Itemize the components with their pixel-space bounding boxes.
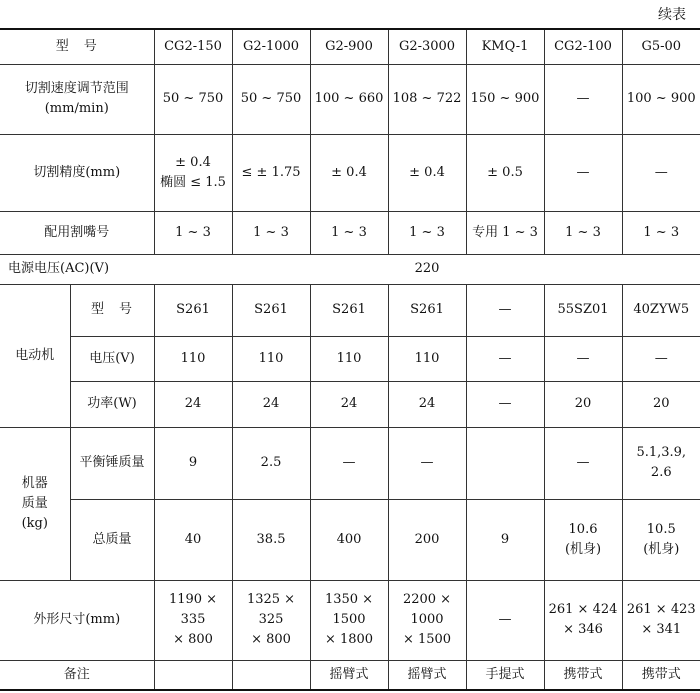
motor-power-value: 24	[310, 381, 388, 427]
nozzle-value: 1 ~ 3	[310, 211, 388, 254]
total-mass-value: 400	[310, 499, 388, 580]
motor-voltage-value: 110	[232, 336, 310, 381]
dimensions-value: 261 × 423 × 341	[622, 580, 700, 660]
motor-model-value: S261	[388, 284, 466, 336]
motor-model-value: 40ZYW5	[622, 284, 700, 336]
precision-value: —	[544, 134, 622, 211]
total-mass-value: 9	[466, 499, 544, 580]
counterweight-value: 9	[154, 427, 232, 499]
precision-value: ≤ ± 1.75	[232, 134, 310, 211]
nozzle-row	[0, 211, 700, 254]
model-header: CG2-100	[544, 29, 622, 64]
nozzle-value: 1 ~ 3	[388, 211, 466, 254]
motor-voltage-value: —	[622, 336, 700, 381]
motor-voltage-value: 110	[310, 336, 388, 381]
nozzle-value: 1 ~ 3	[544, 211, 622, 254]
dimensions-row	[0, 580, 700, 660]
spec-table	[0, 28, 700, 691]
motor-voltage-value: 110	[154, 336, 232, 381]
dimensions-value: —	[466, 580, 544, 660]
motor-voltage-value: —	[466, 336, 544, 381]
nozzle-value: 1 ~ 3	[232, 211, 310, 254]
model-header: G2-3000	[388, 29, 466, 64]
counterweight-value: 2.5	[232, 427, 310, 499]
remarks-row	[0, 660, 700, 690]
table-caption: 续表	[658, 7, 686, 23]
remarks-value	[154, 660, 232, 690]
motor-voltage-value: 110	[388, 336, 466, 381]
speed-value: 108 ~ 722	[388, 64, 466, 134]
total-mass-value: 38.5	[232, 499, 310, 580]
precision-label: 切割精度(mm)	[33, 164, 121, 180]
motor-voltage-row	[0, 336, 700, 381]
total-mass-value: 10.6 (机身)	[544, 499, 622, 580]
dimensions-value: 261 × 424 × 346	[544, 580, 622, 660]
supply-voltage-value: 220	[414, 261, 440, 276]
dimensions-value: 1190 × 335 × 800	[154, 580, 232, 660]
motor-model-value: S261	[232, 284, 310, 336]
motor-power-row	[0, 381, 700, 427]
counterweight-value: —	[544, 427, 622, 499]
header-row	[0, 29, 700, 64]
precision-value: ± 0.5	[466, 134, 544, 211]
motor-model-value: 55SZ01	[544, 284, 622, 336]
motor-model-value: S261	[310, 284, 388, 336]
precision-value: ± 0.4	[388, 134, 466, 211]
remarks-value: 手提式	[466, 660, 544, 690]
speed-value: 50 ~ 750	[232, 64, 310, 134]
motor-power-value: 24	[154, 381, 232, 427]
model-header: CG2-150	[154, 29, 232, 64]
motor-power-label: 功率(W)	[70, 381, 154, 427]
remarks-value	[232, 660, 310, 690]
motor-model-value: S261	[154, 284, 232, 336]
motor-power-value: —	[466, 381, 544, 427]
dimensions-value: 1350 × 1500 × 1800	[310, 580, 388, 660]
speed-row	[0, 64, 700, 134]
supply-voltage-label: 电源电压(AC)(V)	[8, 261, 110, 276]
motor-power-value: 24	[232, 381, 310, 427]
counterweight-label: 平衡锤质量	[70, 427, 154, 499]
model-header: KMQ-1	[466, 29, 544, 64]
remarks-value: 携带式	[622, 660, 700, 690]
motor-group-label: 电动机	[15, 347, 55, 363]
nozzle-value: 1 ~ 3	[622, 211, 700, 254]
motor-model-row	[0, 284, 700, 336]
model-header: G2-1000	[232, 29, 310, 64]
total-mass-value: 40	[154, 499, 232, 580]
total-mass-value: 200	[388, 499, 466, 580]
remarks-value: 携带式	[544, 660, 622, 690]
nozzle-value: 1 ~ 3	[154, 211, 232, 254]
counterweight-value	[466, 427, 544, 499]
model-header: G5-00	[622, 29, 700, 64]
precision-value: ± 0.4	[310, 134, 388, 211]
dimensions-value: 2200 × 1000 × 1500	[388, 580, 466, 660]
precision-value: ± 0.4 椭圆 ≤ 1.5	[154, 134, 232, 211]
motor-power-value: 20	[544, 381, 622, 427]
counterweight-row	[0, 427, 700, 499]
remarks-value: 摇臂式	[388, 660, 466, 690]
dimensions-value: 1325 × 325 × 800	[232, 580, 310, 660]
nozzle-label: 配用割嘴号	[44, 224, 110, 240]
motor-voltage-value: —	[544, 336, 622, 381]
speed-value: —	[544, 64, 622, 134]
counterweight-value: 5.1,3.9, 2.6	[622, 427, 700, 499]
model-header: G2-900	[310, 29, 388, 64]
motor-power-value: 20	[622, 381, 700, 427]
motor-model-value: —	[466, 284, 544, 336]
supply-voltage-row	[0, 254, 700, 284]
speed-value: 150 ~ 900	[466, 64, 544, 134]
mass-group-label: 机器 质量 (kg)	[21, 475, 48, 531]
remarks-value: 摇臂式	[310, 660, 388, 690]
counterweight-value: —	[388, 427, 466, 499]
speed-value: 50 ~ 750	[154, 64, 232, 134]
header-label: 型 号	[55, 38, 98, 54]
total-mass-label: 总质量	[70, 499, 154, 580]
precision-value: —	[622, 134, 700, 211]
motor-model-label: 型 号	[70, 284, 154, 336]
total-mass-row	[0, 499, 700, 580]
speed-value: 100 ~ 900	[622, 64, 700, 134]
total-mass-value: 10.5 (机身)	[622, 499, 700, 580]
nozzle-value: 专用 1 ~ 3	[466, 211, 544, 254]
speed-value: 100 ~ 660	[310, 64, 388, 134]
counterweight-value: —	[310, 427, 388, 499]
precision-row	[0, 134, 700, 211]
motor-power-value: 24	[388, 381, 466, 427]
motor-voltage-label: 电压(V)	[70, 336, 154, 381]
speed-label: 切割速度调节范围 (mm/min)	[24, 81, 129, 116]
dimensions-label: 外形尺寸(mm)	[33, 612, 121, 627]
remarks-label: 备注	[63, 666, 90, 682]
